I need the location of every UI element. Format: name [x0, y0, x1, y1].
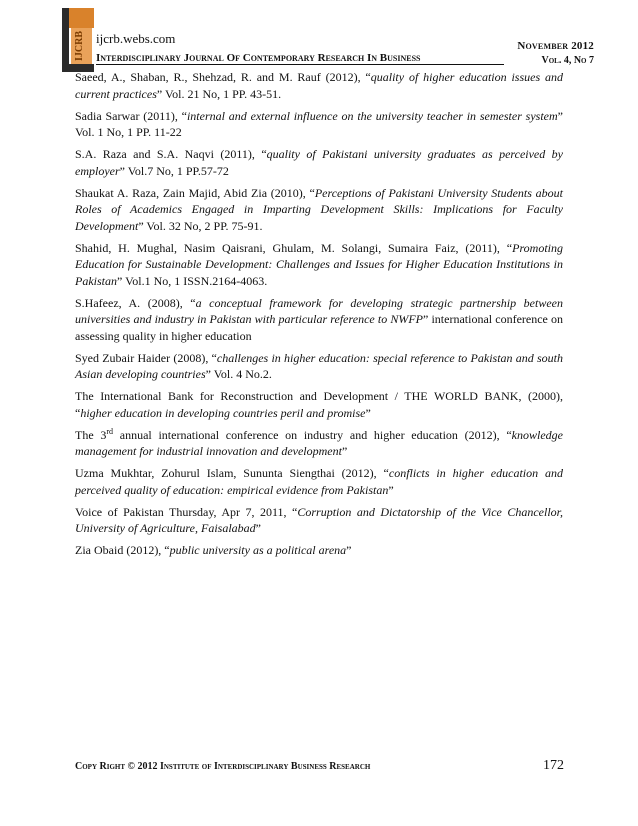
- reference-title: Corruption and Dictatorship of the Vice Chancellor, University of Agriculture, Faisalabad: [75, 504, 563, 535]
- issue-volume: Vol. 4, No 7: [541, 55, 594, 66]
- reference-item: S.A. Raza and S.A. Naqvi (2011), “quality of Pakistani university graduates as perceived by employer” Vol.7 No, 1 PP.57-72: [75, 147, 563, 178]
- reference-item: Saeed, A., Shaban, R., Shehzad, R. and M. Rauf (2012), “quality of higher education issues and current practices” Vol. 21 No, 1 PP. 43-51.: [75, 70, 563, 101]
- page-number: 172: [543, 758, 564, 773]
- reference-item: Sadia Sarwar (2011), “internal and external influence on the university teacher in semester system” Vol. 1 No, 1 PP. 11-22: [75, 108, 563, 139]
- reference-item: The International Bank for Reconstruction and Development / THE WORLD BANK, (2000), “higher education in developing countries peril and promise”: [75, 389, 563, 420]
- journal-title: Interdisciplinary Journal Of Contemporary Research In Business: [96, 52, 421, 64]
- reference-title: conflicts in higher education and perceived quality of education: empirical evidence from Pakistan: [75, 466, 563, 497]
- reference-item: Shaukat A. Raza, Zain Majid, Abid Zia (2010), “Perceptions of Pakistani University Students about Roles of Academics Engaged in Imparting Development Skills: Implications for Faculty Development” Vol. 32 No, 2 PP. 75-91.: [75, 185, 563, 233]
- copyright-footer: Copy Right © 2012 Institute of Interdisciplinary Business Research: [75, 761, 371, 772]
- reference-title: challenges in higher education: special reference to Pakistan and south Asian developing countries: [75, 350, 564, 381]
- reference-title: public university as a political arena: [169, 543, 347, 557]
- reference-title: internal and external influence on the university teacher in semester system: [186, 108, 558, 123]
- reference-title: quality of higher education issues and current practices: [75, 70, 563, 101]
- reference-item: Zia Obaid (2012), “public university as a political arena”: [75, 543, 352, 557]
- header-rule: [96, 64, 504, 65]
- svg-text:IJCRB: IJCRB: [74, 30, 85, 62]
- reference-title: quality of Pakistani university graduates as perceived by employer: [75, 147, 563, 178]
- reference-item: Voice of Pakistan Thursday, Apr 7, 2011, “Corruption and Dictatorship of the Vice Chancellor, University of Agriculture, Faisalabad”: [75, 504, 563, 535]
- reference-item: S.Hafeez, A. (2008), “a conceptual framework for developing strategic partnership between universities and industry in Pakistan with particular reference to NWFP” international conference on assessing quality in higher education: [75, 295, 564, 343]
- reference-title: higher education in developing countries peril and promise: [80, 405, 366, 420]
- reference-title: a conceptual framework for developing strategic partnership between universities and industry in Pakistan with particular reference to NWFP: [75, 295, 563, 326]
- issue-month: November 2012: [517, 40, 594, 52]
- reference-item: The 3rd annual international conference on industry and higher education (2012), “knowledge management for industrial innovation and development”: [75, 426, 563, 458]
- journal-website: ijcrb.webs.com: [96, 31, 176, 46]
- reference-title: Promoting Education for Sustainable Development: Challenges and Issues for Higher Education Institutions in Pakistan: [75, 240, 563, 288]
- reference-title: Perceptions of Pakistani University Students about Roles of Academics Engaged in Imparting Development Skills: Implications for Faculty Development: [75, 185, 563, 233]
- reference-item: Uzma Mukhtar, Zohurul Islam, Sununta Siengthai (2012), “conflicts in higher education and perceived quality of education: empirical evidence from Pakistan”: [75, 466, 563, 497]
- journal-logo: [62, 8, 94, 72]
- reference-item: Syed Zubair Haider (2008), “challenges in higher education: special reference to Pakistan and south Asian developing countries” Vol. 4 No.2.: [75, 350, 564, 381]
- reference-list: [75, 69, 563, 564]
- reference-title: knowledge management for industrial innovation and development: [75, 427, 563, 458]
- reference-item: Shahid, H. Mughal, Nasim Qaisrani, Ghulam, M. Solangi, Sumaira Faiz, (2011), “Promoting Education for Sustainable Development: Challenges and Issues for Higher Education Institutions in Pakistan” Vol.1 No, 1 ISSN.2164-4063.: [75, 240, 563, 288]
